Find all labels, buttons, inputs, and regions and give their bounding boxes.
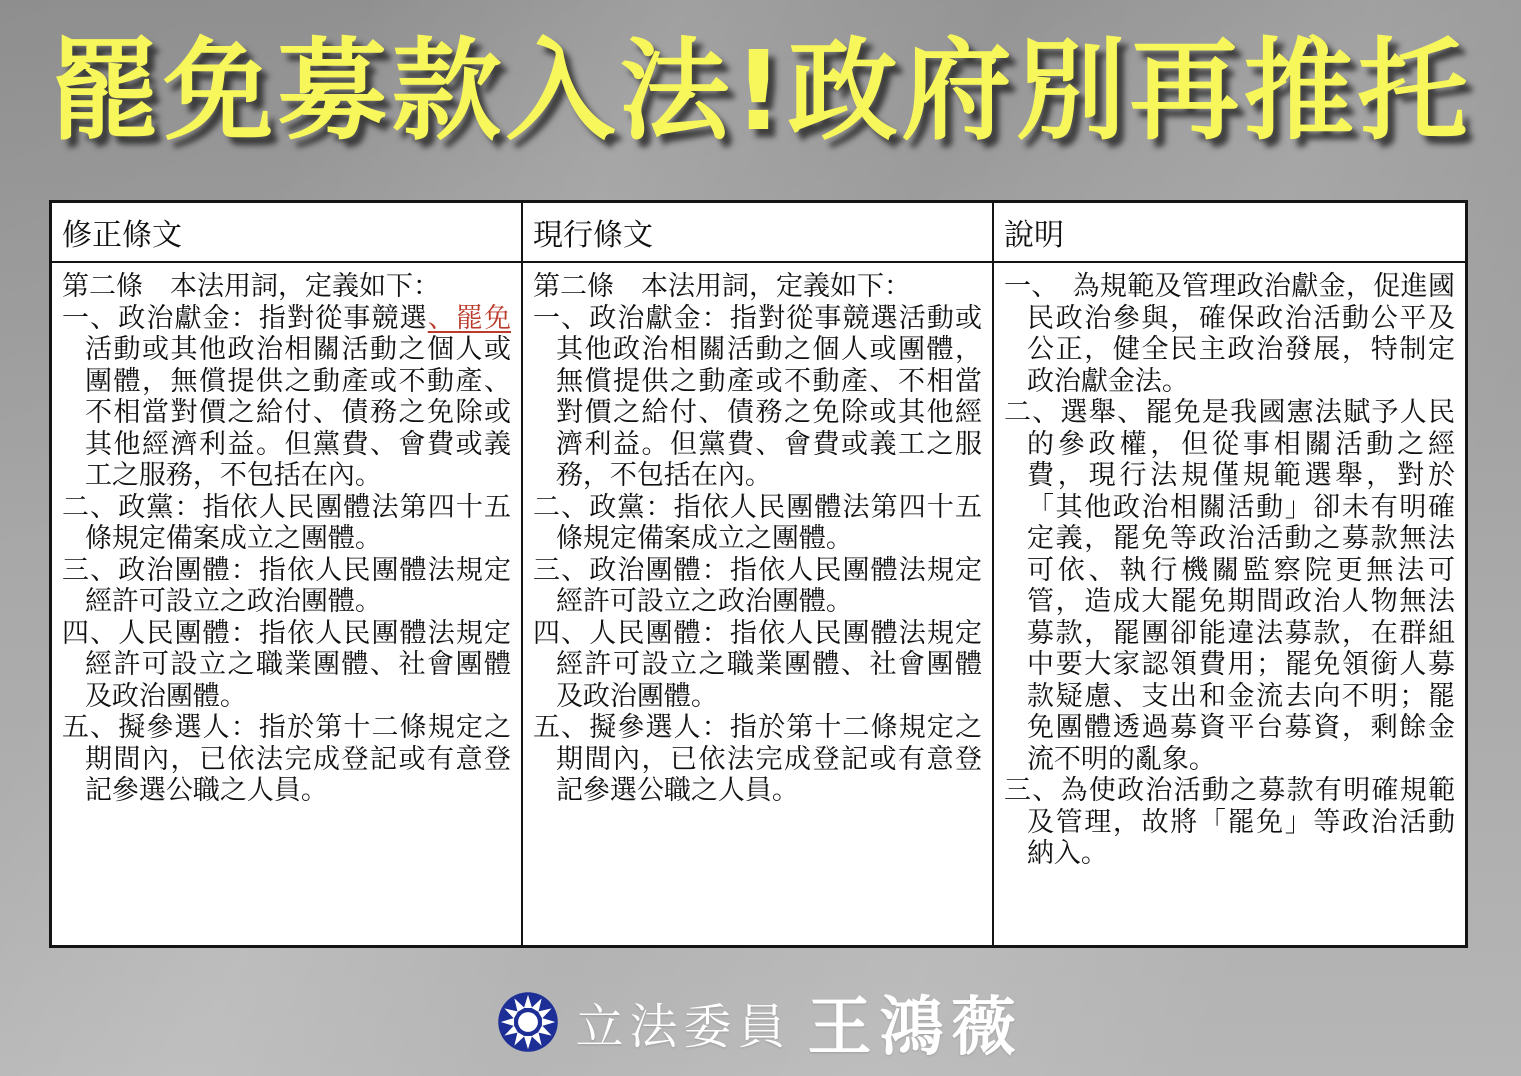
footer-legislator-name: 王鴻薇 bbox=[807, 991, 1024, 1065]
current-column-body bbox=[523, 263, 994, 945]
current-item-3: 三、政治團體：指依人民團體法規定經許可設立之政治團體。 bbox=[533, 554, 982, 617]
explanation-item-1: 一、 為規範及管理政治獻金，促進國民政治參與，確保政治活動公平及公正，健全民主政治發展，特制定政治獻金法。 bbox=[1004, 271, 1455, 397]
amended-item-1-pre: 一、政治獻金：指對從事競選 bbox=[62, 302, 428, 334]
column-header-amended: 修正條文 bbox=[52, 203, 523, 263]
column-header-current: 現行條文 bbox=[523, 203, 994, 263]
current-item-2: 二、政黨：指依人民團體法第四十五條規定備案成立之團體。 bbox=[533, 491, 982, 554]
amended-column-body bbox=[52, 263, 523, 945]
amended-item-2: 二、政黨：指依人民團體法第四十五條規定備案成立之團體。 bbox=[62, 491, 511, 554]
amended-item-4: 四、人民團體：指依人民團體法規定經許可設立之職業團體、社會團體及政治團體。 bbox=[62, 617, 511, 712]
amended-item-1-post: 活動或其他政治相關活動之個人或團體，無償提供之動產或不動產、不相當對價之給付、債務之免除或其他經濟利益。但黨費、會費或義工之服務，不包括在內。 bbox=[84, 334, 511, 491]
amended-item-3: 三、政治團體：指依人民團體法規定經許可設立之政治團體。 bbox=[62, 554, 511, 617]
kmt-emblem-icon bbox=[497, 991, 559, 1053]
footer-role-label: 立法委員 bbox=[575, 998, 792, 1055]
explanation-item-2: 二、選舉、罷免是我國憲法賦予人民的參政權，但從事相關活動之經費，現行法規僅規範選舉，對於「其他政治相關活動」卻未有明確定義，罷免等政治活動之募款無法可依、執行機關監察院更無法可管，造成大罷免期間政治人物無法募款，罷團卻能違法募款，在群組中要大家認領費用；罷免領銜人募款疑慮、支出和金流去向不明；罷免團體透過募資平台募資，剩餘金流不明的亂象。 bbox=[1004, 397, 1455, 775]
explanation-item-3: 三、為使政治活動之募款有明確規範及管理，故將「罷免」等政治活動納入。 bbox=[1004, 775, 1455, 869]
amended-item-5: 五、擬參選人：指於第十二條規定之期間內，已依法完成登記或有意登記參選公職之人員。 bbox=[62, 712, 511, 806]
current-item-1: 一、政治獻金：指對從事競選活動或其他政治相關活動之個人或團體，無償提供之動產或不動產、不相當對價之給付、債務之免除或其他經濟利益。但黨費、會費或義工之服務，不包括在內。 bbox=[533, 302, 982, 491]
current-item-4: 四、人民團體：指依人民團體法規定經許可設立之職業團體、社會團體及政治團體。 bbox=[533, 617, 982, 712]
current-item-5: 五、擬參選人：指於第十二條規定之期間內，已依法完成登記或有意登記參選公職之人員。 bbox=[533, 712, 982, 806]
amended-item-1-redline: 、罷免 bbox=[427, 302, 512, 334]
amended-intro: 第二條 本法用詞，定義如下： bbox=[62, 271, 440, 302]
current-intro: 第二條 本法用詞，定義如下： bbox=[533, 271, 911, 302]
column-header-explanation: 說明 bbox=[994, 203, 1465, 263]
footer-signature bbox=[0, 976, 1521, 1068]
explanation-column-body bbox=[994, 263, 1465, 945]
comparison-table bbox=[49, 200, 1468, 948]
page-title: 罷免募款入法!政府別再推托 bbox=[49, 27, 1472, 155]
amended-item-1 bbox=[62, 303, 511, 492]
